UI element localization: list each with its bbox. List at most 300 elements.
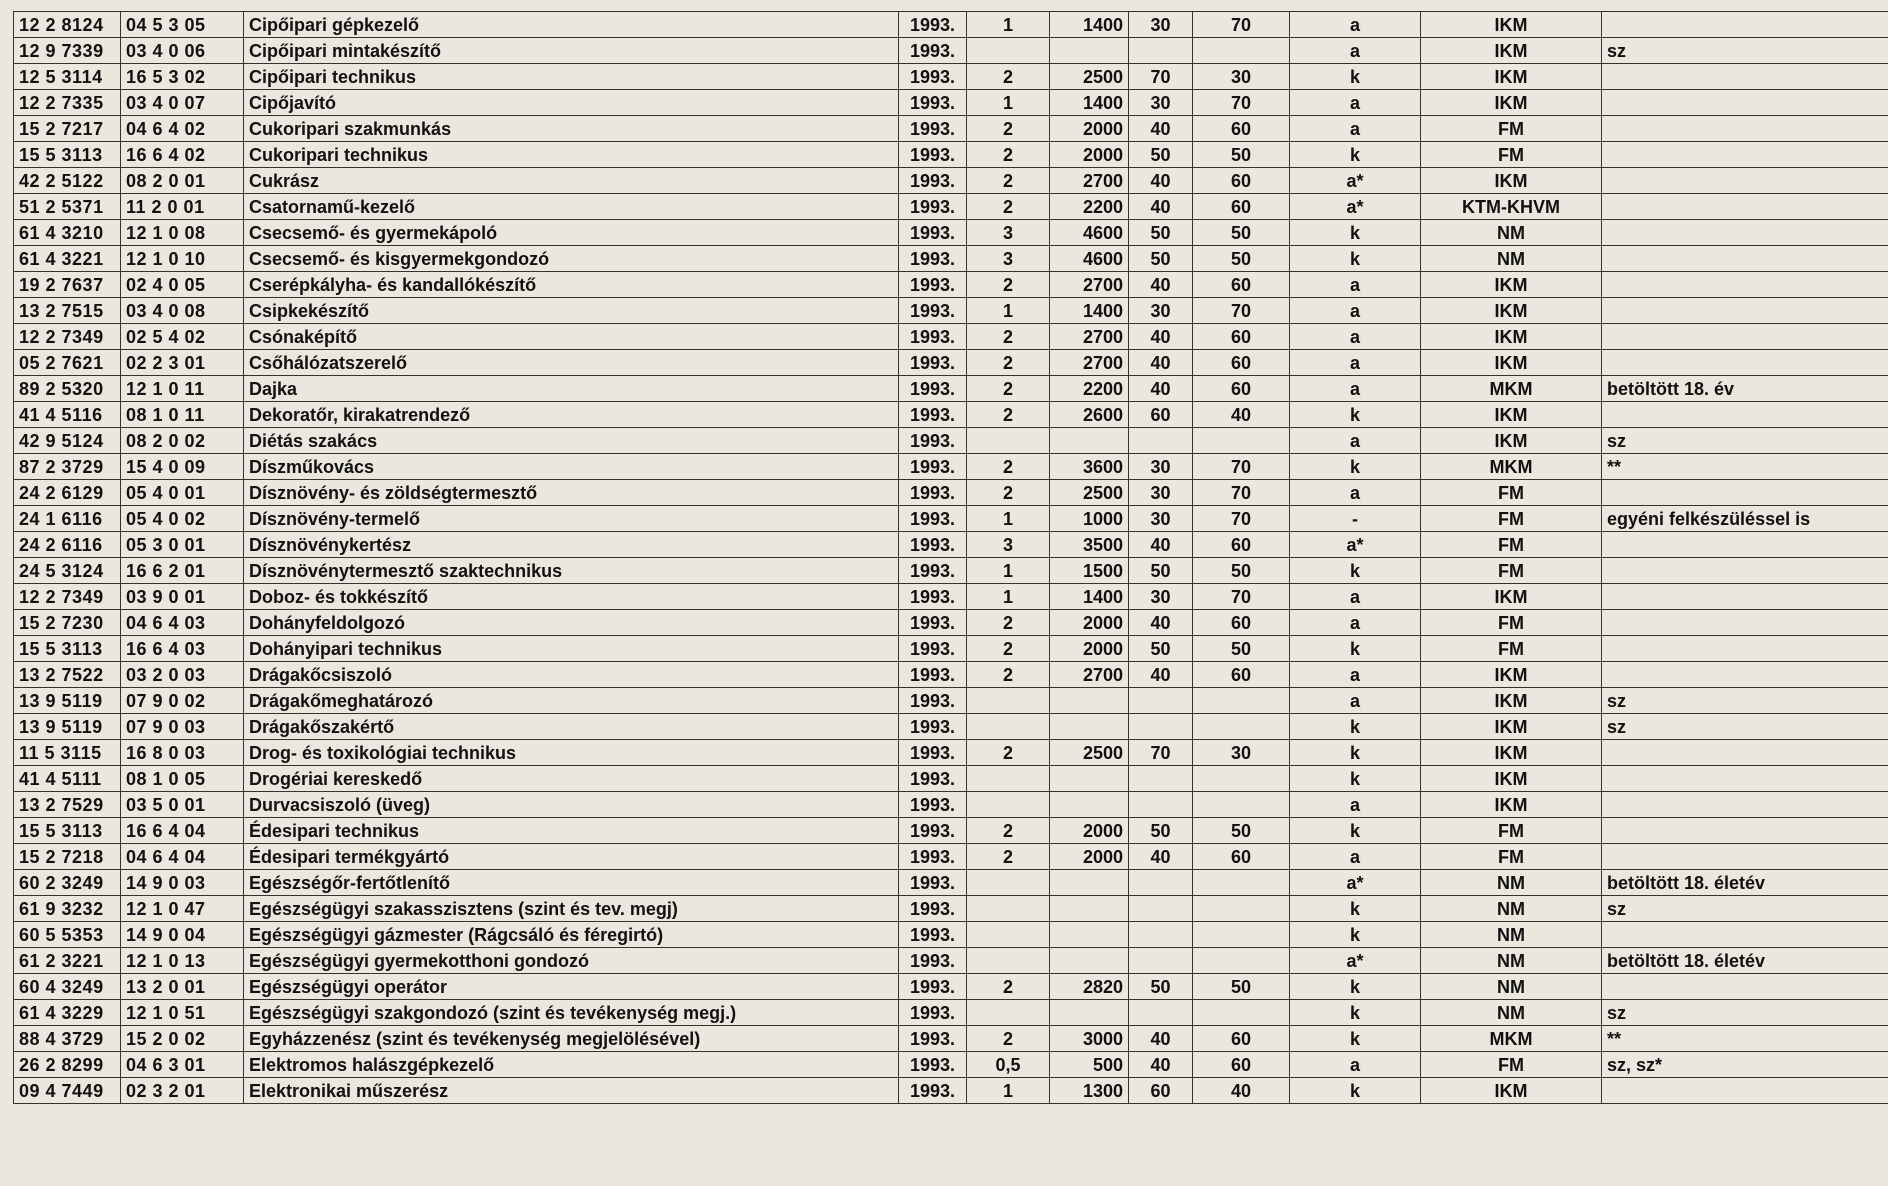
duration-cell: 2 <box>967 64 1050 90</box>
ministry-cell: NM <box>1421 896 1602 922</box>
occupation-name: Dekoratőr, kirakatrendező <box>244 402 899 428</box>
occupation-name: Csatornamű-kezelő <box>244 194 899 220</box>
exam-type-cell: a <box>1290 38 1421 64</box>
theory-percent-cell: 40 <box>1129 844 1193 870</box>
ministry-cell: IKM <box>1421 792 1602 818</box>
practice-percent-cell: 60 <box>1193 272 1290 298</box>
register-code: 15 5 3113 <box>14 636 121 662</box>
exam-type-cell: a <box>1290 662 1421 688</box>
ministry-cell: FM <box>1421 558 1602 584</box>
register-code: 05 2 7621 <box>14 350 121 376</box>
register-code: 19 2 7637 <box>14 272 121 298</box>
practice-percent-cell: 60 <box>1193 1052 1290 1078</box>
register-code: 13 2 7529 <box>14 792 121 818</box>
ministry-cell: IKM <box>1421 428 1602 454</box>
register-code: 61 4 3229 <box>14 1000 121 1026</box>
practice-percent-cell: 50 <box>1193 974 1290 1000</box>
occupation-name: Cipőjavító <box>244 90 899 116</box>
year-cell: 1993. <box>899 298 967 324</box>
practice-percent-cell: 30 <box>1193 740 1290 766</box>
year-cell: 1993. <box>899 818 967 844</box>
ministry-cell: IKM <box>1421 402 1602 428</box>
table-row <box>14 844 1888 870</box>
note-cell: sz <box>1602 38 1888 64</box>
practice-percent-cell <box>1193 1000 1290 1026</box>
duration-cell: 3 <box>967 220 1050 246</box>
classification-code: 16 6 2 01 <box>121 558 244 584</box>
table-row <box>14 324 1888 350</box>
duration-cell: 2 <box>967 636 1050 662</box>
classification-code: 12 1 0 10 <box>121 246 244 272</box>
note-cell <box>1602 844 1888 870</box>
duration-cell: 1 <box>967 558 1050 584</box>
note-cell: betöltött 18. életév <box>1602 948 1888 974</box>
year-cell: 1993. <box>899 402 967 428</box>
classification-code: 13 2 0 01 <box>121 974 244 1000</box>
year-cell: 1993. <box>899 506 967 532</box>
theory-percent-cell: 30 <box>1129 454 1193 480</box>
table-row <box>14 428 1888 454</box>
ministry-cell: IKM <box>1421 168 1602 194</box>
theory-percent-cell: 50 <box>1129 818 1193 844</box>
occupation-name: Dajka <box>244 376 899 402</box>
ministry-cell: MKM <box>1421 454 1602 480</box>
theory-percent-cell: 40 <box>1129 662 1193 688</box>
theory-percent-cell: 50 <box>1129 558 1193 584</box>
exam-type-cell: a* <box>1290 532 1421 558</box>
classification-code: 02 2 3 01 <box>121 350 244 376</box>
note-cell <box>1602 12 1888 38</box>
exam-type-cell: a <box>1290 12 1421 38</box>
practice-percent-cell: 60 <box>1193 194 1290 220</box>
theory-percent-cell <box>1129 896 1193 922</box>
exam-type-cell: k <box>1290 922 1421 948</box>
table-row <box>14 90 1888 116</box>
theory-percent-cell: 40 <box>1129 610 1193 636</box>
register-code: 15 5 3113 <box>14 142 121 168</box>
occupation-name: Dohányipari technikus <box>244 636 899 662</box>
classification-code: 12 1 0 47 <box>121 896 244 922</box>
duration-cell: 2 <box>967 1026 1050 1052</box>
table-row <box>14 532 1888 558</box>
register-code: 12 2 7335 <box>14 90 121 116</box>
hours-cell: 1400 <box>1050 584 1129 610</box>
note-cell: sz <box>1602 896 1888 922</box>
duration-cell: 2 <box>967 610 1050 636</box>
occupation-name: Dísznövény- és zöldségtermesztő <box>244 480 899 506</box>
occupation-name: Cserépkályha- és kandallókészítő <box>244 272 899 298</box>
register-code: 51 2 5371 <box>14 194 121 220</box>
exam-type-cell: k <box>1290 454 1421 480</box>
note-cell <box>1602 194 1888 220</box>
classification-code: 03 4 0 06 <box>121 38 244 64</box>
note-cell <box>1602 246 1888 272</box>
table-row <box>14 610 1888 636</box>
table-row <box>14 116 1888 142</box>
note-cell <box>1602 168 1888 194</box>
duration-cell: 3 <box>967 532 1050 558</box>
table-row <box>14 896 1888 922</box>
exam-type-cell: a* <box>1290 194 1421 220</box>
practice-percent-cell <box>1193 792 1290 818</box>
occupation-name: Édesipari technikus <box>244 818 899 844</box>
duration-cell <box>967 714 1050 740</box>
register-code: 61 9 3232 <box>14 896 121 922</box>
exam-type-cell: k <box>1290 64 1421 90</box>
note-cell <box>1602 402 1888 428</box>
classification-code: 04 5 3 05 <box>121 12 244 38</box>
exam-type-cell: k <box>1290 896 1421 922</box>
duration-cell: 1 <box>967 298 1050 324</box>
register-code: 15 5 3113 <box>14 818 121 844</box>
occupation-name: Drog- és toxikológiai technikus <box>244 740 899 766</box>
table-row <box>14 64 1888 90</box>
table-row <box>14 298 1888 324</box>
hours-cell <box>1050 766 1129 792</box>
hours-cell: 2200 <box>1050 376 1129 402</box>
occupation-name: Egészségügyi szakgondozó (szint és tevékenység megj.) <box>244 1000 899 1026</box>
note-cell <box>1602 558 1888 584</box>
note-cell <box>1602 740 1888 766</box>
practice-percent-cell: 50 <box>1193 142 1290 168</box>
register-code: 60 2 3249 <box>14 870 121 896</box>
duration-cell <box>967 428 1050 454</box>
register-code: 13 2 7515 <box>14 298 121 324</box>
classification-code: 12 1 0 51 <box>121 1000 244 1026</box>
ministry-cell: FM <box>1421 480 1602 506</box>
classification-code: 03 5 0 01 <box>121 792 244 818</box>
occupation-name: Durvacsiszoló (üveg) <box>244 792 899 818</box>
duration-cell: 2 <box>967 974 1050 1000</box>
theory-percent-cell: 50 <box>1129 974 1193 1000</box>
hours-cell <box>1050 688 1129 714</box>
register-code: 12 2 7349 <box>14 584 121 610</box>
table-row <box>14 792 1888 818</box>
exam-type-cell: a <box>1290 90 1421 116</box>
duration-cell: 2 <box>967 454 1050 480</box>
register-code: 42 2 5122 <box>14 168 121 194</box>
classification-code: 05 4 0 01 <box>121 480 244 506</box>
year-cell: 1993. <box>899 428 967 454</box>
classification-code: 12 1 0 08 <box>121 220 244 246</box>
hours-cell: 2600 <box>1050 402 1129 428</box>
register-code: 12 2 8124 <box>14 12 121 38</box>
classification-code: 03 4 0 07 <box>121 90 244 116</box>
note-cell: sz, sz* <box>1602 1052 1888 1078</box>
practice-percent-cell <box>1193 896 1290 922</box>
theory-percent-cell: 40 <box>1129 194 1193 220</box>
practice-percent-cell: 50 <box>1193 818 1290 844</box>
theory-percent-cell: 50 <box>1129 220 1193 246</box>
occupation-name: Doboz- és tokkészítő <box>244 584 899 610</box>
occupation-name: Egészségügyi gyermekotthoni gondozó <box>244 948 899 974</box>
practice-percent-cell: 60 <box>1193 350 1290 376</box>
year-cell: 1993. <box>899 532 967 558</box>
register-code: 88 4 3729 <box>14 1026 121 1052</box>
exam-type-cell: a <box>1290 116 1421 142</box>
note-cell <box>1602 324 1888 350</box>
register-code: 61 4 3221 <box>14 246 121 272</box>
hours-cell <box>1050 714 1129 740</box>
theory-percent-cell <box>1129 688 1193 714</box>
classification-code: 03 4 0 08 <box>121 298 244 324</box>
practice-percent-cell: 30 <box>1193 64 1290 90</box>
register-code: 15 2 7218 <box>14 844 121 870</box>
occupation-name: Egészségügyi operátor <box>244 974 899 1000</box>
ministry-cell: IKM <box>1421 1078 1602 1104</box>
exam-type-cell: a <box>1290 584 1421 610</box>
theory-percent-cell: 30 <box>1129 12 1193 38</box>
table-row <box>14 948 1888 974</box>
note-cell <box>1602 792 1888 818</box>
register-code: 12 9 7339 <box>14 38 121 64</box>
hours-cell: 2000 <box>1050 142 1129 168</box>
duration-cell <box>967 870 1050 896</box>
register-code: 12 2 7349 <box>14 324 121 350</box>
classification-code: 03 2 0 03 <box>121 662 244 688</box>
table-row <box>14 272 1888 298</box>
register-code: 87 2 3729 <box>14 454 121 480</box>
ministry-cell: NM <box>1421 870 1602 896</box>
duration-cell: 2 <box>967 480 1050 506</box>
classification-code: 05 3 0 01 <box>121 532 244 558</box>
note-cell: sz <box>1602 1000 1888 1026</box>
table-row <box>14 636 1888 662</box>
exam-type-cell: a <box>1290 610 1421 636</box>
practice-percent-cell: 50 <box>1193 220 1290 246</box>
occupation-name: Csőhálózatszerelő <box>244 350 899 376</box>
exam-type-cell: k <box>1290 818 1421 844</box>
exam-type-cell: k <box>1290 974 1421 1000</box>
classification-code: 16 8 0 03 <box>121 740 244 766</box>
table-row <box>14 350 1888 376</box>
duration-cell: 2 <box>967 272 1050 298</box>
note-cell: betöltött 18. életév <box>1602 870 1888 896</box>
note-cell <box>1602 64 1888 90</box>
theory-percent-cell: 40 <box>1129 376 1193 402</box>
theory-percent-cell: 60 <box>1129 1078 1193 1104</box>
classification-code: 08 1 0 11 <box>121 402 244 428</box>
classification-code: 04 6 4 02 <box>121 116 244 142</box>
exam-type-cell: a* <box>1290 948 1421 974</box>
ministry-cell: FM <box>1421 116 1602 142</box>
ministry-cell: IKM <box>1421 64 1602 90</box>
duration-cell: 1 <box>967 1078 1050 1104</box>
note-cell <box>1602 636 1888 662</box>
duration-cell <box>967 792 1050 818</box>
note-cell <box>1602 532 1888 558</box>
hours-cell: 1400 <box>1050 90 1129 116</box>
occupation-name: Cipőipari mintakészítő <box>244 38 899 64</box>
year-cell: 1993. <box>899 740 967 766</box>
note-cell: ** <box>1602 454 1888 480</box>
theory-percent-cell: 30 <box>1129 506 1193 532</box>
hours-cell: 3000 <box>1050 1026 1129 1052</box>
table-row <box>14 1026 1888 1052</box>
note-cell <box>1602 142 1888 168</box>
table-row <box>14 454 1888 480</box>
register-code: 09 4 7449 <box>14 1078 121 1104</box>
year-cell: 1993. <box>899 12 967 38</box>
year-cell: 1993. <box>899 90 967 116</box>
theory-percent-cell: 40 <box>1129 350 1193 376</box>
theory-percent-cell: 40 <box>1129 324 1193 350</box>
ministry-cell: FM <box>1421 844 1602 870</box>
note-cell: sz <box>1602 688 1888 714</box>
register-code: 41 4 5111 <box>14 766 121 792</box>
classification-code: 02 3 2 01 <box>121 1078 244 1104</box>
duration-cell <box>967 766 1050 792</box>
theory-percent-cell: 50 <box>1129 636 1193 662</box>
table-row <box>14 714 1888 740</box>
table-row <box>14 870 1888 896</box>
theory-percent-cell: 30 <box>1129 90 1193 116</box>
occupation-register-table <box>13 11 1888 1104</box>
occupation-name: Dísznövénykertész <box>244 532 899 558</box>
exam-type-cell: k <box>1290 740 1421 766</box>
theory-percent-cell <box>1129 714 1193 740</box>
exam-type-cell: k <box>1290 714 1421 740</box>
note-cell <box>1602 662 1888 688</box>
ministry-cell: MKM <box>1421 1026 1602 1052</box>
exam-type-cell: a <box>1290 792 1421 818</box>
note-cell <box>1602 90 1888 116</box>
register-code: 13 9 5119 <box>14 688 121 714</box>
duration-cell: 2 <box>967 194 1050 220</box>
ministry-cell: IKM <box>1421 766 1602 792</box>
note-cell: ** <box>1602 1026 1888 1052</box>
register-code: 61 4 3210 <box>14 220 121 246</box>
ministry-cell: IKM <box>1421 688 1602 714</box>
register-code: 26 2 8299 <box>14 1052 121 1078</box>
occupation-name: Csónaképítő <box>244 324 899 350</box>
occupation-name: Egyházzenész (szint és tevékenység megjelölésével) <box>244 1026 899 1052</box>
theory-percent-cell: 40 <box>1129 1052 1193 1078</box>
register-code: 24 2 6116 <box>14 532 121 558</box>
occupation-name: Cukoripari technikus <box>244 142 899 168</box>
occupation-name: Csecsemő- és kisgyermekgondozó <box>244 246 899 272</box>
year-cell: 1993. <box>899 922 967 948</box>
year-cell: 1993. <box>899 870 967 896</box>
table-row <box>14 558 1888 584</box>
duration-cell <box>967 38 1050 64</box>
practice-percent-cell: 60 <box>1193 376 1290 402</box>
table-row <box>14 922 1888 948</box>
year-cell: 1993. <box>899 480 967 506</box>
table-row <box>14 194 1888 220</box>
note-cell <box>1602 974 1888 1000</box>
theory-percent-cell: 30 <box>1129 480 1193 506</box>
exam-type-cell: a <box>1290 272 1421 298</box>
hours-cell: 2000 <box>1050 610 1129 636</box>
hours-cell <box>1050 428 1129 454</box>
practice-percent-cell <box>1193 870 1290 896</box>
table-row <box>14 506 1888 532</box>
ministry-cell: NM <box>1421 974 1602 1000</box>
register-code: 42 9 5124 <box>14 428 121 454</box>
classification-code: 11 2 0 01 <box>121 194 244 220</box>
practice-percent-cell: 60 <box>1193 532 1290 558</box>
hours-cell <box>1050 948 1129 974</box>
classification-code: 08 2 0 02 <box>121 428 244 454</box>
register-code: 13 2 7522 <box>14 662 121 688</box>
occupation-name: Diétás szakács <box>244 428 899 454</box>
table-row <box>14 974 1888 1000</box>
note-cell <box>1602 116 1888 142</box>
duration-cell: 2 <box>967 818 1050 844</box>
exam-type-cell: a <box>1290 350 1421 376</box>
year-cell: 1993. <box>899 688 967 714</box>
theory-percent-cell: 40 <box>1129 532 1193 558</box>
duration-cell: 2 <box>967 402 1050 428</box>
theory-percent-cell <box>1129 1000 1193 1026</box>
note-cell <box>1602 922 1888 948</box>
occupation-name: Cipőipari technikus <box>244 64 899 90</box>
table-row <box>14 688 1888 714</box>
theory-percent-cell: 50 <box>1129 142 1193 168</box>
practice-percent-cell: 60 <box>1193 116 1290 142</box>
classification-code: 15 4 0 09 <box>121 454 244 480</box>
note-cell <box>1602 350 1888 376</box>
hours-cell: 3500 <box>1050 532 1129 558</box>
ministry-cell: IKM <box>1421 662 1602 688</box>
classification-code: 14 9 0 04 <box>121 922 244 948</box>
register-code: 24 5 3124 <box>14 558 121 584</box>
table-row <box>14 402 1888 428</box>
year-cell: 1993. <box>899 376 967 402</box>
ministry-cell: MKM <box>1421 376 1602 402</box>
classification-code: 12 1 0 13 <box>121 948 244 974</box>
exam-type-cell: k <box>1290 1078 1421 1104</box>
duration-cell <box>967 896 1050 922</box>
classification-code: 04 6 3 01 <box>121 1052 244 1078</box>
note-cell <box>1602 818 1888 844</box>
occupation-name: Egészségőr-fertőtlenítő <box>244 870 899 896</box>
hours-cell: 2500 <box>1050 64 1129 90</box>
note-cell <box>1602 584 1888 610</box>
exam-type-cell: a <box>1290 428 1421 454</box>
register-code: 60 4 3249 <box>14 974 121 1000</box>
table-row <box>14 220 1888 246</box>
classification-code: 12 1 0 11 <box>121 376 244 402</box>
exam-type-cell: a <box>1290 480 1421 506</box>
hours-cell: 2700 <box>1050 662 1129 688</box>
ministry-cell: IKM <box>1421 12 1602 38</box>
hours-cell: 2700 <box>1050 324 1129 350</box>
year-cell: 1993. <box>899 220 967 246</box>
duration-cell: 1 <box>967 584 1050 610</box>
hours-cell: 2200 <box>1050 194 1129 220</box>
duration-cell: 1 <box>967 12 1050 38</box>
ministry-cell: IKM <box>1421 350 1602 376</box>
theory-percent-cell: 30 <box>1129 584 1193 610</box>
classification-code: 04 6 4 04 <box>121 844 244 870</box>
year-cell: 1993. <box>899 974 967 1000</box>
theory-percent-cell <box>1129 38 1193 64</box>
hours-cell: 2500 <box>1050 740 1129 766</box>
exam-type-cell: k <box>1290 1000 1421 1026</box>
practice-percent-cell: 50 <box>1193 558 1290 584</box>
ministry-cell: IKM <box>1421 584 1602 610</box>
year-cell: 1993. <box>899 948 967 974</box>
classification-code: 05 4 0 02 <box>121 506 244 532</box>
duration-cell: 2 <box>967 116 1050 142</box>
exam-type-cell: k <box>1290 142 1421 168</box>
exam-type-cell: k <box>1290 766 1421 792</box>
practice-percent-cell: 70 <box>1193 12 1290 38</box>
exam-type-cell: k <box>1290 220 1421 246</box>
note-cell <box>1602 1078 1888 1104</box>
